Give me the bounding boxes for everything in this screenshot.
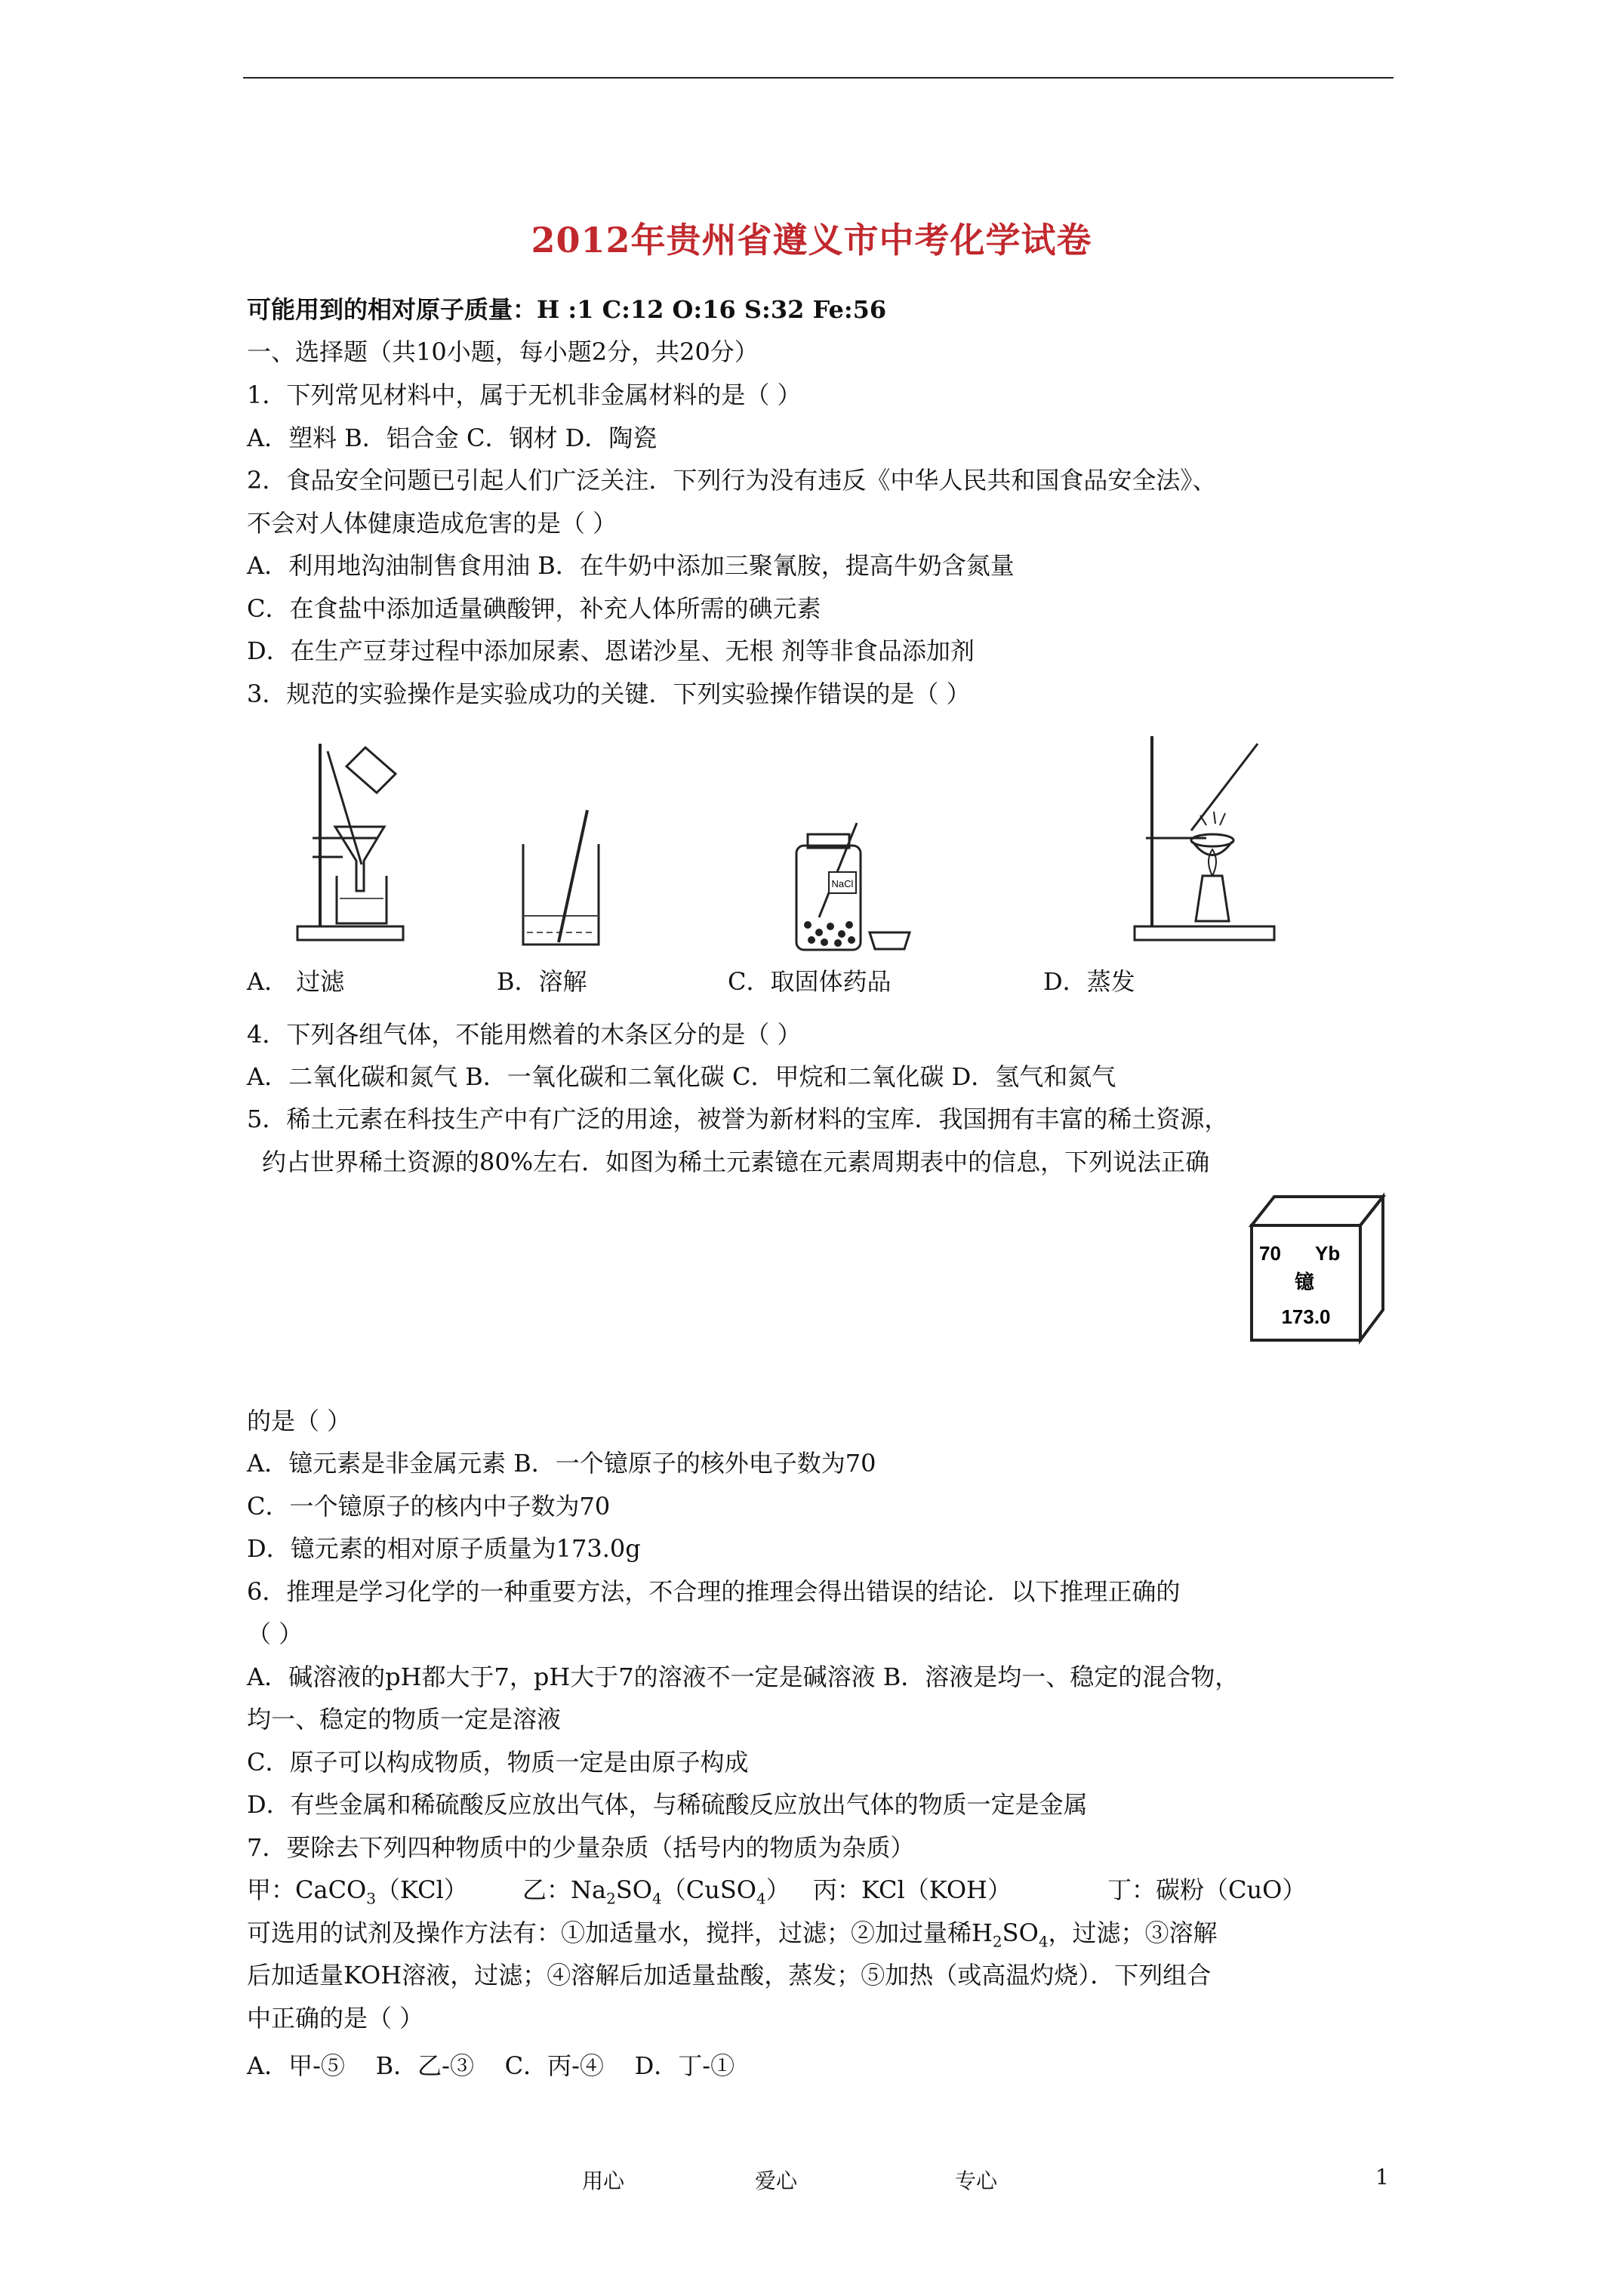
evaporation-figure — [1131, 729, 1282, 948]
q6-option-c: C．原子可以构成物质，物质一定是由原子构成 — [247, 1748, 749, 1777]
page-title: 2012年贵州省遵义市中考化学试卷 — [531, 220, 1092, 260]
q5-stem-1: 5．稀土元素在科技生产中有广泛的用途，被誉为新材料的宝库．我国拥有丰富的稀土资源， — [247, 1105, 1229, 1133]
footer-word-3: 专心 — [955, 2168, 998, 2193]
q5-stem-2: 约占世界稀土资源的80%左右．如图为稀土元素镱在元素周期表中的信息，下列说法正确 — [262, 1148, 1210, 1176]
filtration-figure — [290, 729, 411, 948]
solid-reagent-figure — [778, 819, 917, 955]
element-mass: 173.0 — [1281, 1305, 1331, 1328]
q2-stem-2: 不会对人体健康造成危害的是（ ） — [247, 509, 617, 538]
q2-stem-1: 2．食品安全问题已引起人们广泛关注．下列行为没有违反《中华人民共和国食品安全法》、 — [247, 466, 1217, 495]
q7-options: A．甲-⑤ B．乙-③ C．丙-④ D．丁-① — [247, 2051, 735, 2080]
q7-bing: 丙：KCl（KOH） — [813, 1875, 1012, 1904]
q1-stem: 1．下列常见材料中，属于无机非金属材料的是（ ） — [247, 381, 802, 409]
element-symbol: Yb — [1315, 1242, 1341, 1265]
q1-options: A．塑料 B．铝合金 C．钢材 D．陶瓷 — [247, 424, 658, 452]
q6-option-d: D．有些金属和稀硫酸反应放出气体，与稀硫酸反应放出气体的物质一定是金属 — [247, 1790, 1088, 1819]
q5-option-ab: A．镱元素是非金属元素 B．一个镱原子的核外电子数为70 — [247, 1449, 876, 1478]
q7-reagents-3: 中正确的是（ ） — [247, 2004, 424, 2032]
dissolving-figure — [504, 803, 617, 954]
q3-label-c: C．取固体药品 — [728, 967, 892, 996]
q6-option-b2: 均一、稳定的物质一定是溶液 — [247, 1705, 562, 1734]
periodic-element-cell — [1246, 1188, 1389, 1346]
q2-option-c: C．在食盐中添加适量碘酸钾，补充人体所需的碘元素 — [247, 594, 821, 623]
q7-stem: 7．要除去下列四种物质中的少量杂质（括号内的物质为杂质） — [247, 1833, 915, 1862]
q6-option-ab1: A．碱溶液的pH都大于7，pH大于7的溶液不一定是碱溶液 B．溶液是均一、稳定的混合物， — [247, 1663, 1240, 1691]
q3-label-d: D．蒸发 — [1043, 967, 1135, 996]
page-number: 1 — [1375, 2165, 1389, 2190]
section-heading: 一、选择题（共10小题，每小题2分，共20分） — [247, 337, 759, 366]
element-number: 70 — [1259, 1242, 1281, 1265]
q3-label-b: B．溶解 — [497, 967, 587, 996]
q2-option-ab: A．利用地沟油制售食用油 B．在牛奶中添加三聚氰胺，提高牛奶含氮量 — [247, 551, 1015, 580]
header-rule — [243, 77, 1394, 79]
footer-word-1: 用心 — [582, 2168, 625, 2193]
q7-reagents-2: 后加适量KOH溶液，过滤；④溶解后加适量盐酸，蒸发；⑤加热（或高温灼烧）．下列组合 — [247, 1961, 1212, 1989]
q4-stem: 4．下列各组气体，不能用燃着的木条区分的是（ ） — [247, 1020, 802, 1049]
q7-reagents-1: 可选用的试剂及操作方法有：①加适量水，搅拌，过滤；②加过量稀$H_2SO_4$，过滤；③溶解 — [247, 1918, 1218, 1951]
q3-label-a: A． 过滤 — [247, 967, 345, 996]
q4-options: A．二氧化碳和氮气 B．一氧化碳和二氧化碳 C．甲烷和二氧化碳 D．氢气和氮气 — [247, 1062, 1116, 1091]
q6-stem-1: 6．推理是学习化学的一种重要方法，不合理的推理会得出错误的结论．以下推理正确的 — [247, 1577, 1181, 1606]
q7-yi: 乙：$Na_2SO_4(CuSO_4)$ — [522, 1875, 790, 1908]
q6-stem-2: （ ） — [247, 1620, 303, 1648]
q7-jia: 甲：CaCO$_3$（KCl） — [247, 1875, 468, 1908]
q7-ding: 丁：碳粉（CuO） — [1107, 1875, 1307, 1904]
jar-label: NaCl — [831, 878, 854, 889]
element-name: 镱 — [1294, 1271, 1315, 1294]
q5-option-c: C．一个镱原子的核内中子数为70 — [247, 1492, 611, 1521]
q5-option-d: D．镱元素的相对原子质量为173.0g — [247, 1534, 641, 1563]
footer-word-2: 爱心 — [755, 2168, 798, 2193]
q3-stem: 3．规范的实验操作是实验成功的关键．下列实验操作错误的是（ ） — [247, 680, 971, 708]
q2-option-d: D．在生产豆芽过程中添加尿素、恩诺沙星、无根 剂等非食品添加剂 — [247, 636, 975, 665]
q5-stem-3: 的是（ ） — [247, 1407, 352, 1435]
atomic-masses: 可能用到的相对原子质量：H :1 C:12 O:16 S:32 Fe:56 — [247, 295, 887, 324]
